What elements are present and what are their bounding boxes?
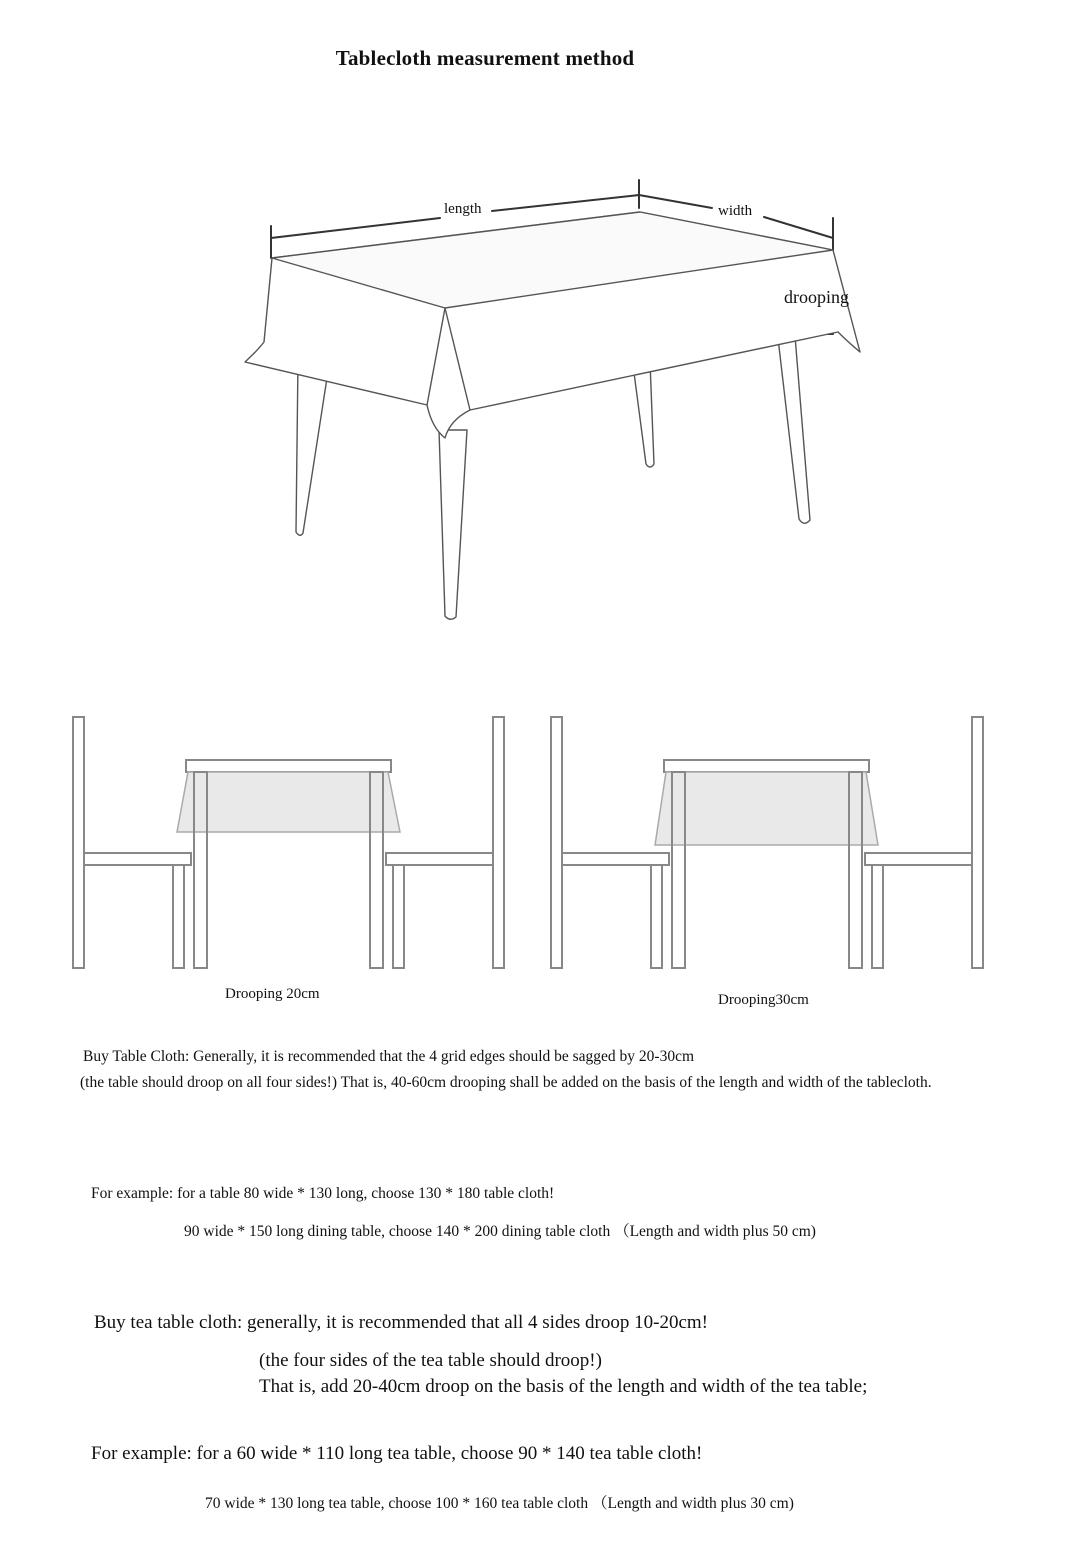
- tablecloth-left: [177, 772, 400, 832]
- tabletop-right: [664, 760, 869, 772]
- length-label: length: [444, 201, 482, 217]
- chair-back-right-b: [972, 717, 983, 968]
- scene-drooping-30cm: [551, 717, 983, 968]
- tea-advice-line1: Buy tea table cloth: generally, it is recommended that all 4 sides droop 10-20cm!: [94, 1312, 708, 1333]
- dining-advice-line1: Buy Table Cloth: Generally, it is recommended that the 4 grid edges should be sagged by 20-30cm: [83, 1048, 695, 1065]
- dining-example2: 90 wide * 150 long dining table, choose 140 * 200 dining table cloth （Length and width plus 50 cm): [184, 1223, 816, 1240]
- tea-example2: 70 wide * 130 long tea table, choose 100 * 160 tea table cloth （Length and width plus 30 cm): [205, 1495, 794, 1512]
- dining-advice-line2: (the table should droop on all four sides!) That is, 40-60cm drooping shall be added on the basis of the length and width of the tablecloth.: [80, 1074, 932, 1091]
- chair-seat-left-a: [84, 853, 191, 865]
- chair-seat-left-b: [386, 853, 493, 865]
- tea-advice-line2: (the four sides of the tea table should droop!): [259, 1350, 602, 1371]
- page-title: Tablecloth measurement method: [335, 46, 635, 70]
- chair-leg-left-a: [173, 865, 184, 968]
- tea-example1: For example: for a 60 wide * 110 long tea table, choose 90 * 140 tea table cloth!: [91, 1443, 703, 1464]
- tea-advice-line3: That is, add 20-40cm droop on the basis of the length and width of the tea table;: [259, 1376, 868, 1397]
- chair-seat-right-a: [562, 853, 669, 865]
- caption-drooping-30: Drooping30cm: [718, 992, 809, 1008]
- drooping-label: drooping: [784, 287, 849, 307]
- chair-back-left-a: [73, 717, 84, 968]
- chair-leg-left-b: [393, 865, 404, 968]
- chair-leg-right-a: [651, 865, 662, 968]
- chair-back-right-a: [551, 717, 562, 968]
- dining-example1: For example: for a table 80 wide * 130 long, choose 130 * 180 table cloth!: [91, 1185, 555, 1202]
- scene-drooping-20cm: [73, 717, 504, 968]
- chair-leg-right-b: [872, 865, 883, 968]
- caption-drooping-20: Drooping 20cm: [225, 986, 320, 1002]
- chair-seat-right-b: [865, 853, 972, 865]
- tablecloth-right: [655, 772, 878, 845]
- tabletop-left: [186, 760, 391, 772]
- chair-back-left-b: [493, 717, 504, 968]
- width-label: width: [718, 203, 753, 219]
